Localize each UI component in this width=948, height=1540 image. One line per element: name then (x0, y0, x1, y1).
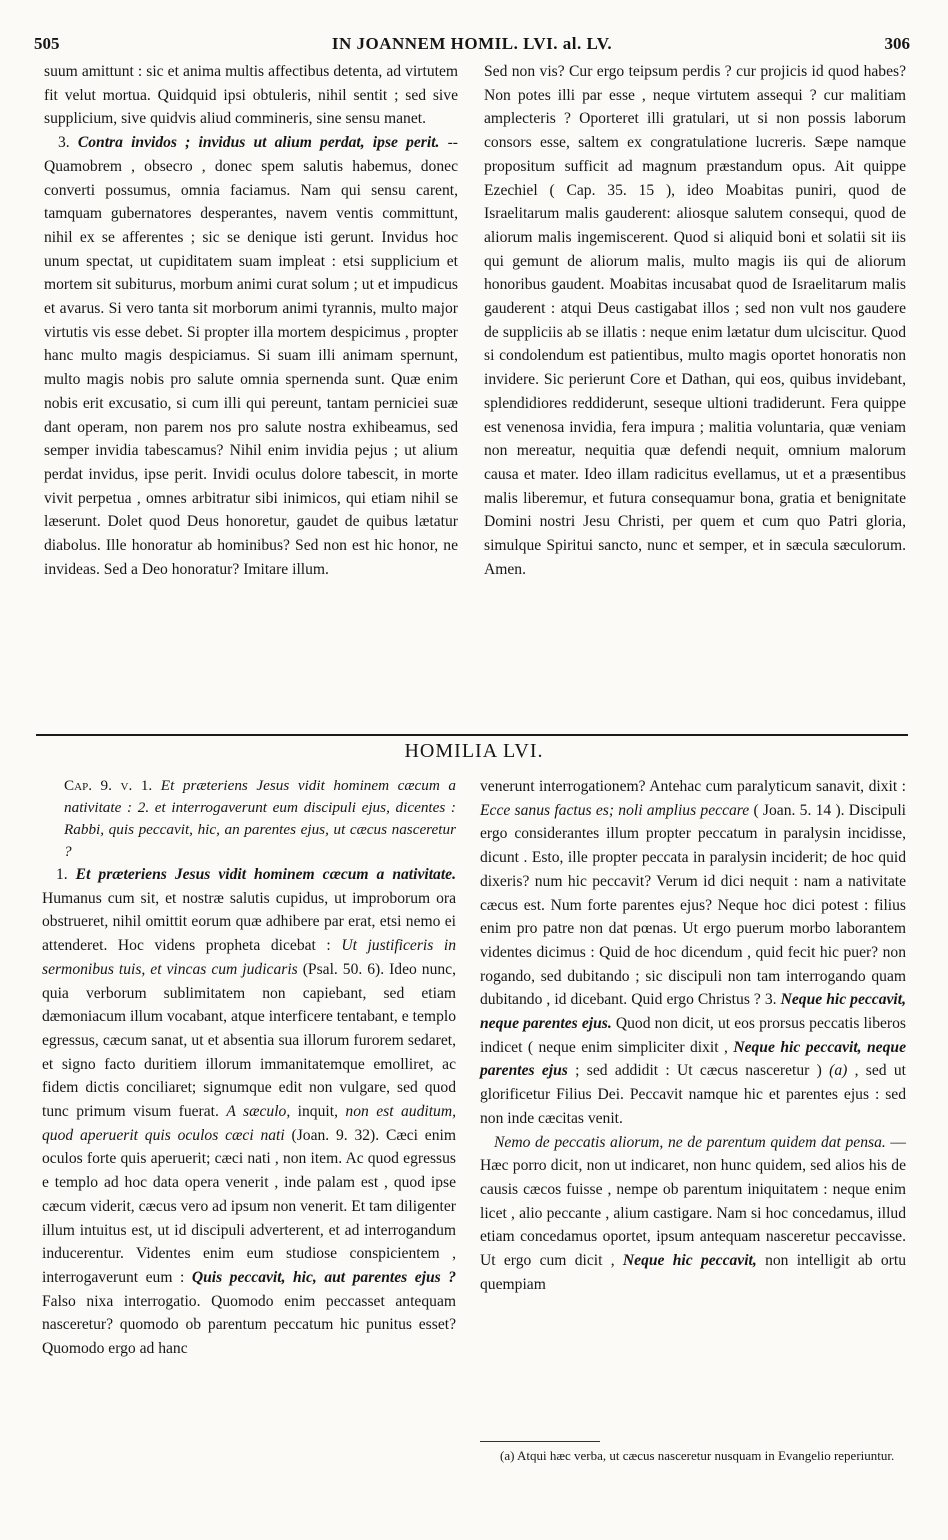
text-run: Discipuli ergo considerantes illum propter peccatum in paralysin incidisse, dicunt . Esto, ille propter peccata in paralysin inciderit; de hoc quid dixeris? num hic peccavit? Verum id dici nequit : nam a nativitate cæcus est. Num forte parentes ejus? Neque hoc dici potest : filius enim pro patre non dat pœnas. Ut ergo puerum morbo laborantem videntes dicimus : Quid de hoc dicendum , quid fecit hic puer? non rogando, sed dubitando ; sic discipuli non tam interrogando quam dubitando , id dicebant. Quid ergo Christus ? (480, 801, 906, 1009)
running-title: IN JOANNEM HOMIL. LVI. al. LV. (331, 34, 613, 53)
chapter-reference: Cap. 9. v. 1. (64, 777, 153, 794)
section-heading: Contra invidos ; invidus ut alium perdat, ipse perit. (77, 134, 440, 152)
text-run: Atqui hæc verba, (514, 1448, 610, 1463)
text-run: Falso nixa interrogatio. Quomodo enim peccasset antequam nasceretur? quomodo ob parentum peccatum hic punitus esset? Quomodo ergo ad hanc (42, 1292, 456, 1358)
chapter-caption (42, 775, 456, 863)
paragraph (44, 131, 458, 581)
text-run: Ideo nunc, quia verborum sublimitatem non capiebant, sed etiam dæmoniacum illum vocabant, atque interficere tentabant, e templo egressus, cæcum sanat, ut et absentia sua illorum furorem sedaret, et signo facto duritiem illorum immanitatemque emolliret, ac fidem dictis conciliaret; signumque edit non vulgare, sed quod tunc primum visum fuerat. (42, 960, 456, 1121)
quotation: Ut justificeris in sermonibus tuis, et vincas cum judicaris (42, 937, 456, 978)
text-run: — Hæc porro dicit, non ut indicaret, non hunc quidem, sed alios his de causis cæcos fuisse , nempe ob parentum iniquitatem : neque enim licet , alio peccante , alium castigare. Nam si hoc concedamus, illud etiam concedamus oportet, ipsum antequam nasceretur peccavisse. Ut ergo cum dicit , (480, 1133, 906, 1270)
quotation: Quis peccavit, hic, aut parentes ejus ? (191, 1268, 456, 1286)
paragraph (480, 775, 906, 1131)
paragraph-text: -- Quamobrem , obsecro , donec spem salutis habemus, donec converti possumus, omnia faciamus. Nam qui sensu carent, tamquam gubernatores desperantes, navem ventis committunt, nihil ex se afferentes ; sic se denique isti gerunt. Invidus hoc unum spectat, ut cupiditatem suam impleat : etsi supplicium et mortem sit subiturus, morbum animi curat solum ; ut et impudicus et avarus. Si vero tanta sit morborum animi tyrannis, multo major virtutis vis esse debet. Si propter illa mortem despicimus , propter hanc multo magis despiciamus. Si suam illi animam spernunt, multo magis nobis pro salute omnia spernenda sunt. Quæ enim nobis erit excusatio, si cum illi qui pereunt, tantam perniciei suæ dant operam, non parem nos pro salute nostra exhibeamus, sed semper invidia tabescamus? Nihil enim invidia pejus ; ut alium perdat invidus, ipse perit. Invidi oculus dolore tabescit, in morte vivit perpetua , omnes arbitratur sibi inimicos, qui etiam nihil se læserunt. Dolet quod Deus honoretur, gaudet de quibus lætatur diabolus. Ille honoratur ab hominibus? Sed non est hic honor, ne invideas. Sed a Deo honoratur? Imitare illum. (44, 134, 458, 578)
text-run: non intelligit ab ortu quempiam (480, 1252, 906, 1293)
quotation: Ecce sanus factus es; noli amplius peccare (480, 801, 750, 819)
text-run: Humanus cum sit, et nostræ salutis cupidus, ut improborum ora obstrueret, nihil omittit eorum quæ adhibere par erat, etsi nemo ei attenderet. Hoc videns propheta dicebat : (42, 889, 456, 955)
caption-text: Et præteriens Jesus vidit hominem cæcum a nativitate : 2. et interrogaverunt eum discipuli ejus, dicentes : Rabbi, quis peccavit, hic, an parentes ejus, ut cæcus nasceretur ? (64, 777, 456, 860)
bottom-right-column (480, 775, 906, 1296)
quotation: ut cæcus nasceretur (609, 1448, 712, 1463)
bottom-left-column (42, 775, 456, 1361)
section-number: 3. (58, 134, 70, 152)
footnote-divider (480, 1441, 600, 1442)
text-run: nusquam in Evangelio reperiuntur. (711, 1448, 895, 1463)
text-run: Quod non dicit, ut eos prorsus peccatis liberos indicet ( neque enim simpliciter dixit , (480, 1015, 906, 1056)
section-number: 3. (764, 991, 777, 1009)
paragraph (480, 1131, 906, 1297)
quotation: non est auditum, quod aperuerit quis oculos cæci nati (42, 1103, 456, 1144)
section-heading: Et præteriens Jesus vidit hominem cæcum a nativitate. (67, 866, 456, 883)
page-number-left: 505 (34, 34, 60, 53)
text-run: inquit, (290, 1103, 346, 1121)
quotation: Neque hic peccavit, neque parentes ejus (480, 1038, 906, 1080)
footnote-mark: (a) (500, 1448, 515, 1463)
paragraph: Sed non vis? Cur ergo teipsum perdis ? cur projicis id quod habes? Non potes illi par esse , neque virtutem assequi ? cur malitiam amplecteris ? Oporteret illi gratulari, ut si non possis laborum consors esse, saltem ex congratulatione lucreris. Sæpe namque propositum sufficit ad magnum præstandum opus. Ait quippe Ezechiel ( Cap. 35. 15 ), ideo Moabitas puniri, quod de Israelitarum malis gauderent: aliosque salutem consequi, quod de aliorum malis ingemiscerent. Quod si aliquid boni et solatii sit iis qui gemunt de aliorum malis, multo magis iis qui de aliorum honoribus gaudent. Moabitas incusabat quod de Israelitarum malis gauderent : atqui Deus castigabat illos ; sed non vult nos gaudere de suppliciis ab se illatis : neque enim lætatur dum ulciscitur. Quod si condolendum est patientibus, multo magis oportet honoratis non invidere. Sic perierunt Core et Dathan, qui eos, quibus invidebant, splendidiores reddiderunt, seseque ultioni tradiderunt. Fera quippe est venenosa invidia, fera impura ; malitia voluntaria, quæ veniam non mereatur, nequitia quæ defendi nequit, omnium malorum causa et mater. Ideo illam radicitus evellamus, ut et a præsentibus malis liberemur, et futura consequamur bona, gratia et benignitate Domini nostri Jesu Christi, per quem et cum quo Patri gloria, simulque Spiritui sancto, nunc et semper, et in sæcula sæculorum. Amen. (484, 63, 906, 578)
footnote-reference: (a) (829, 1062, 848, 1080)
footnote (482, 1448, 902, 1463)
text-run: venerunt interrogationem? Antehac cum paralyticum sanavit, dixit : (480, 778, 906, 795)
citation: (Psal. 50. 6). (297, 960, 385, 978)
paragraph: suum amittunt : sic et anima multis affectibus detenta, ad virtutem fit velut mortua. Quidquid ipsi obtuleris, nihil sentit ; sed sive supplicium, sive quidvis aliud commineris, sine sensu manet. (44, 63, 458, 128)
quotation: Neque hic peccavit, neque parentes ejus. (480, 991, 906, 1033)
running-head (30, 32, 914, 58)
homily-title: HOMILIA LVI. (404, 740, 544, 762)
text-run: Cæci enim oculos forte quis aperuerit; cæci nati , non item. Ac quod egressus e templo ad hoc data opera venerit , inde palam est , quod ipse cæcum viderit, cæcus vero ad ipsum non venerit. Et tam diligenter illum intuitus est, ut id discipuli adverterent, et ad interrogandum inducerentur. Videntes enim eum studiose conspicientem , interrogaverunt eum : (42, 1126, 456, 1286)
page-number-right: 306 (884, 34, 910, 53)
top-left-column (44, 60, 458, 581)
paragraph (42, 863, 456, 1361)
quotation: A sæculo, (226, 1103, 291, 1121)
citation: ( Joan. 5. 14 ). (749, 801, 845, 819)
text-run: , sed ut glorificetur Filius Dei. Peccavit namque hic et parentes ejus : sed non inde cæcitas venit. (480, 1062, 906, 1127)
text-run: ; sed addidit : Ut cæcus nasceretur ) (567, 1062, 830, 1080)
citation: (Joan. 9. 32). (284, 1126, 380, 1144)
top-right-column (484, 60, 906, 581)
section-heading: Nemo de peccatis aliorum, ne de parentum quidem dat pensa. (494, 1133, 886, 1151)
section-divider (36, 734, 908, 736)
section-number: 1. (56, 866, 68, 883)
quotation: Neque hic peccavit, (622, 1252, 757, 1270)
